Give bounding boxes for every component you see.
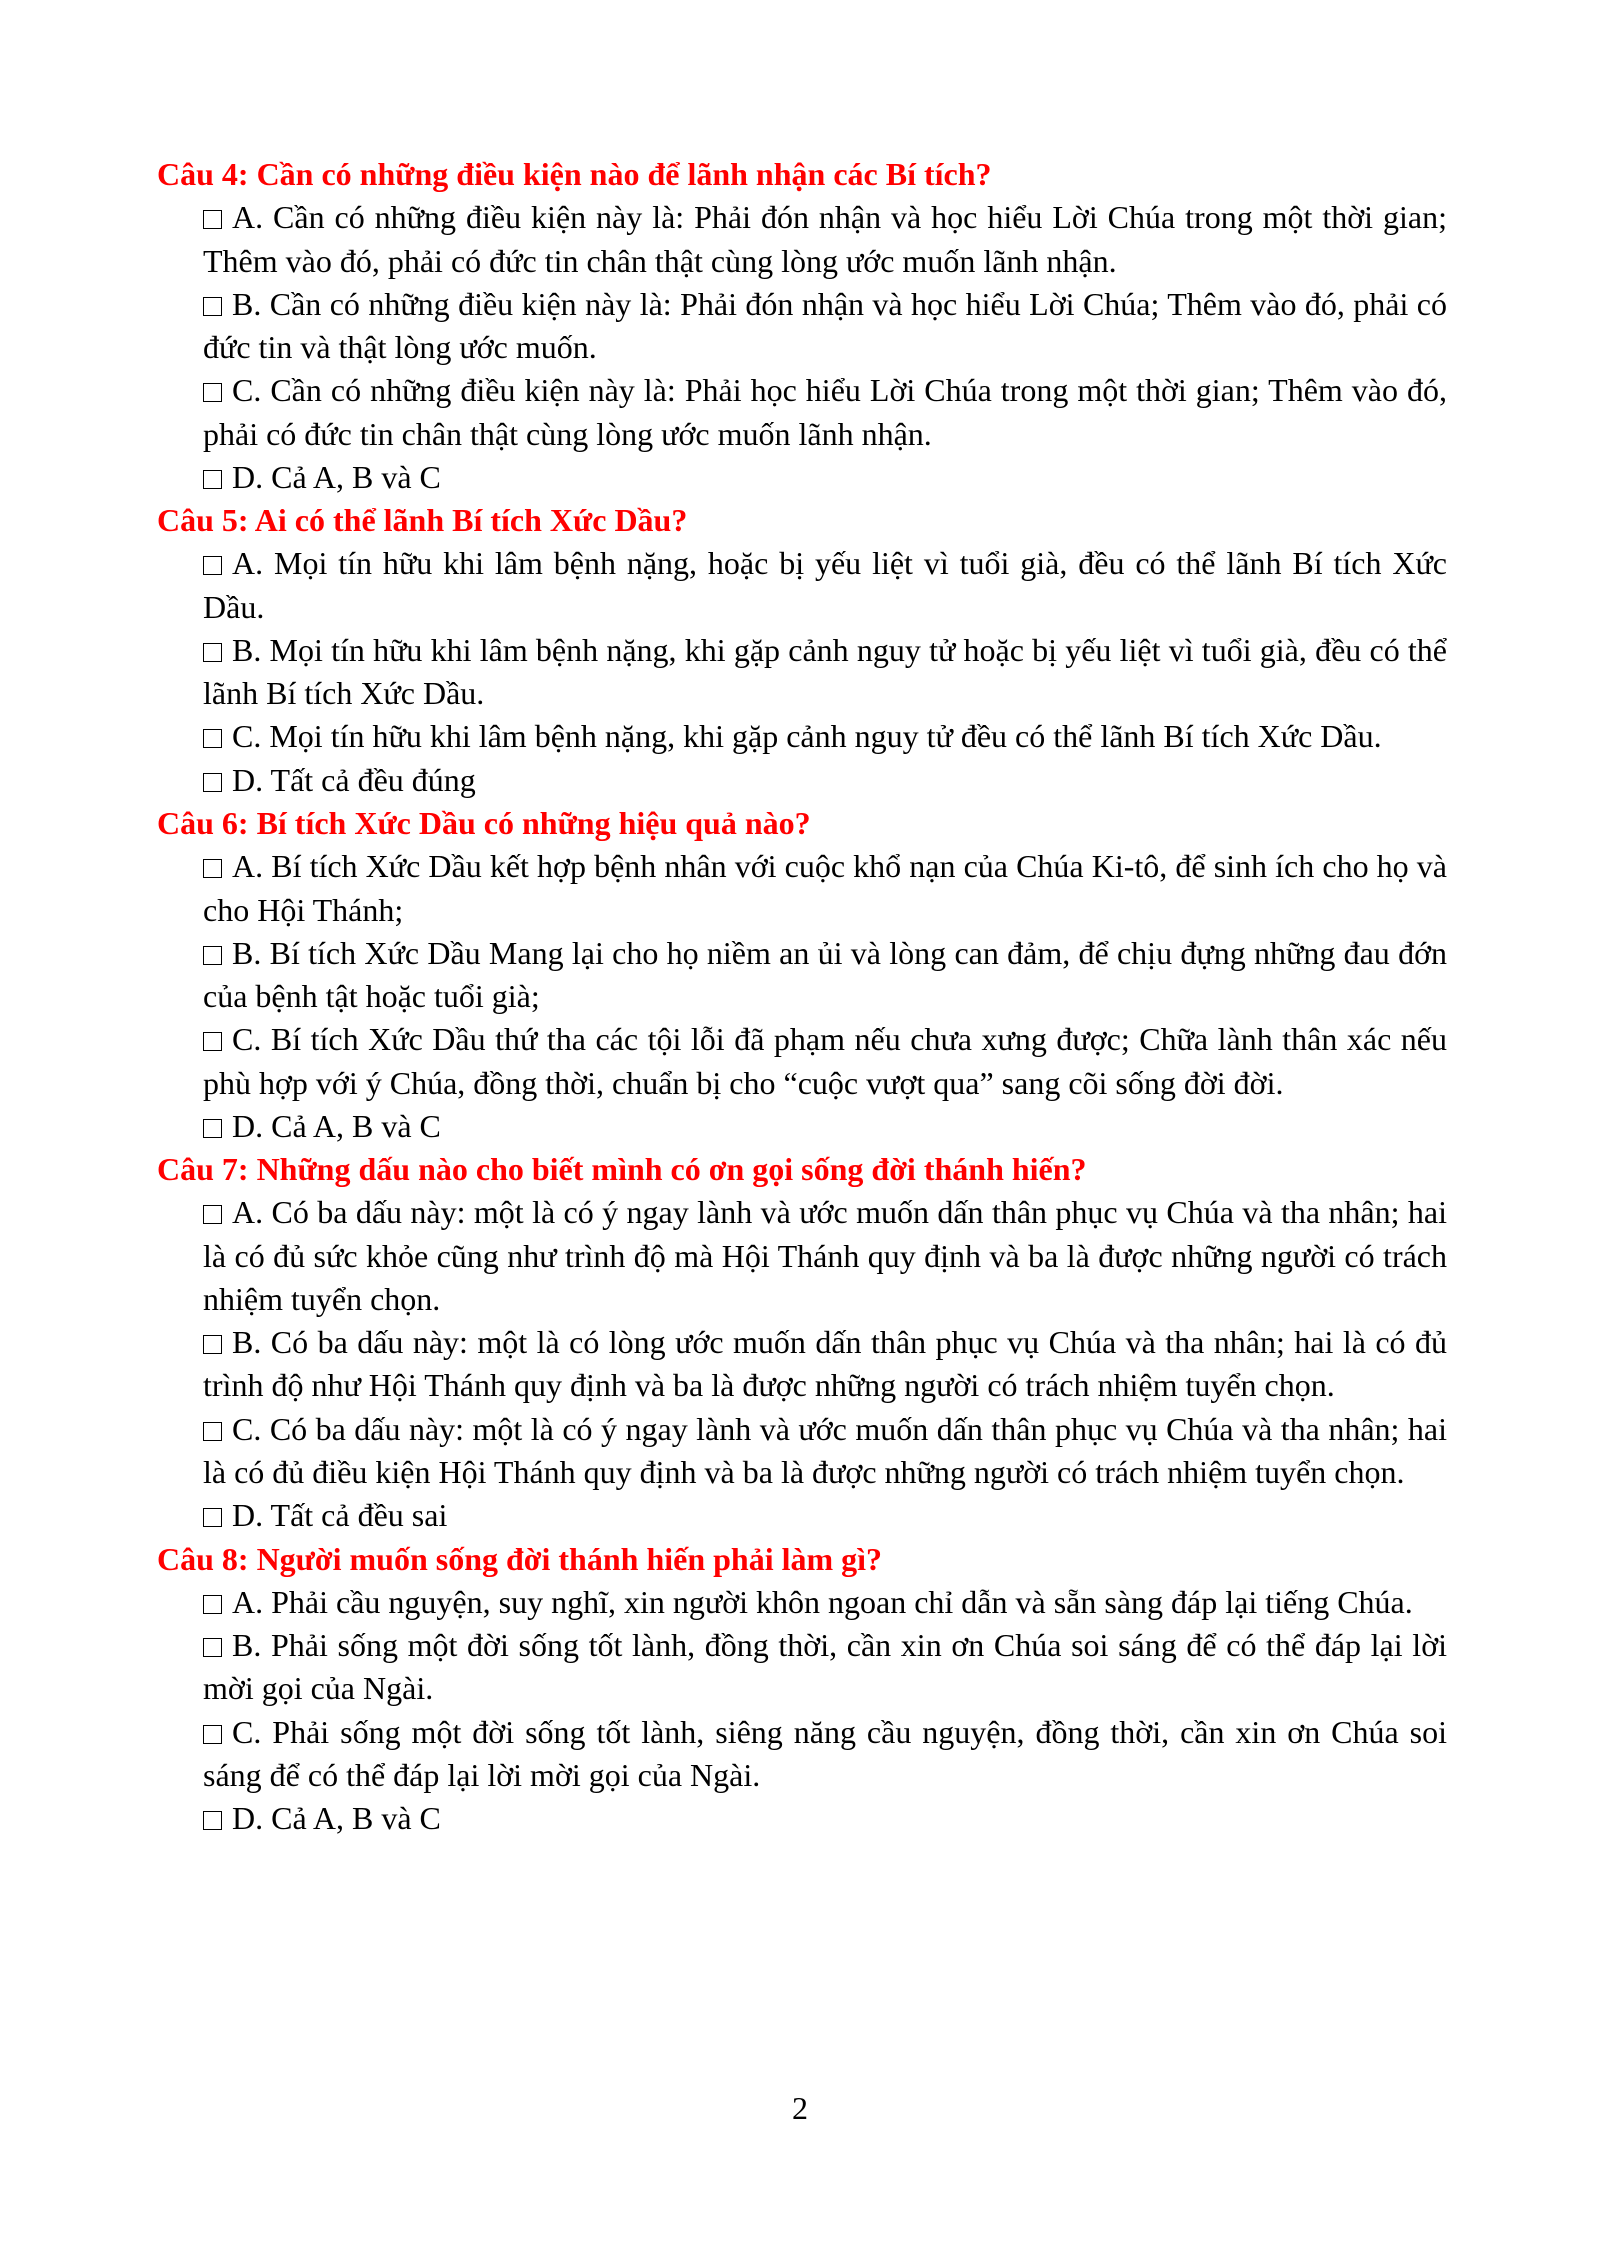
- page-number: 2: [792, 2090, 808, 2126]
- option-d: [203, 759, 1447, 802]
- option-c: [203, 1018, 1447, 1105]
- option-a: [203, 845, 1447, 932]
- option-d: [203, 1494, 1447, 1537]
- option-a: [203, 542, 1447, 629]
- checkbox-icon[interactable]: [203, 1422, 222, 1441]
- option-text: A. Mọi tín hữu khi lâm bệnh nặng, hoặc bị yếu liệt vì tuổi già, đều có thể lãnh Bí tích Xức Dầu.: [203, 545, 1447, 625]
- option-b: [203, 1321, 1447, 1408]
- question-title: Câu 7: Những dấu nào cho biết mình có ơn gọi sống đời thánh hiến?: [157, 1151, 1087, 1188]
- quiz-content: [157, 153, 1447, 1840]
- option-text: C. Cần có những điều kiện này là: Phải học hiểu Lời Chúa trong một thời gian; Thêm vào đó, phải có đức tin chân thật cùng lòng ước muốn lãnh nhận.: [203, 372, 1447, 452]
- option-text: B. Mọi tín hữu khi lâm bệnh nặng, khi gặp cảnh nguy tử hoặc bị yếu liệt vì tuổi già, đều có thể lãnh Bí tích Xức Dầu.: [203, 631, 1447, 712]
- option-c: [203, 1711, 1447, 1798]
- option-text: B. Bí tích Xức Dầu Mang lại cho họ niềm an ủi và lòng can đảm, để chịu đựng những đau đớn của bệnh tật hoặc tuổi già;: [203, 934, 1447, 1015]
- checkbox-icon[interactable]: [203, 859, 222, 878]
- question-title: Câu 8: Người muốn sống đời thánh hiến phải làm gì?: [157, 1540, 883, 1577]
- option-text: C. Mọi tín hữu khi lâm bệnh nặng, khi gặp cảnh nguy tử đều có thể lãnh Bí tích Xức Dầu.: [232, 718, 1382, 755]
- option-d: [203, 1797, 1447, 1840]
- option-b: [203, 1624, 1447, 1711]
- question-title: Câu 4: Cần có những điều kiện nào để lãnh nhận các Bí tích?: [157, 156, 992, 192]
- checkbox-icon[interactable]: [203, 1032, 222, 1051]
- option-text: A. Phải cầu nguyện, suy nghĩ, xin người khôn ngoan chỉ dẫn và sẵn sàng đáp lại tiếng Chúa.: [232, 1583, 1413, 1620]
- question-title: Câu 6: Bí tích Xức Dầu có những hiệu quả nào?: [157, 804, 811, 841]
- option-text: C. Có ba dấu này: một là có ý ngay lành và ước muốn dấn thân phục vụ Chúa và tha nhân; hai là có đủ điều kiện Hội Thánh quy định và ba là được những người có trách nhiệm tuyển chọn.: [203, 1410, 1447, 1490]
- option-c: [203, 715, 1447, 758]
- checkbox-icon[interactable]: [203, 1508, 222, 1527]
- option-b: [203, 283, 1447, 370]
- option-text: D. Tất cả đều đúng: [232, 761, 476, 798]
- checkbox-icon[interactable]: [203, 773, 222, 792]
- checkbox-icon[interactable]: [203, 1811, 222, 1830]
- option-a: [203, 1581, 1447, 1624]
- option-text: D. Cả A, B và C: [232, 1107, 441, 1144]
- option-b: [203, 629, 1447, 716]
- question-7: [157, 1148, 1447, 1537]
- checkbox-icon[interactable]: [203, 1205, 222, 1224]
- option-text: A. Bí tích Xức Dầu kết hợp bệnh nhân với cuộc khổ nạn của Chúa Ki-tô, để sinh ích cho họ và cho Hội Thánh;: [203, 848, 1447, 928]
- checkbox-icon[interactable]: [203, 643, 222, 662]
- option-d: [203, 456, 1447, 499]
- question-8: [157, 1538, 1447, 1841]
- option-a: [203, 196, 1447, 283]
- option-text: D. Cả A, B và C: [232, 458, 441, 495]
- option-b: [203, 932, 1447, 1019]
- checkbox-icon[interactable]: [203, 729, 222, 748]
- checkbox-icon[interactable]: [203, 297, 222, 316]
- question-6: [157, 802, 1447, 1148]
- option-a: [203, 1191, 1447, 1321]
- checkbox-icon[interactable]: [203, 383, 222, 402]
- option-c: [203, 1408, 1447, 1495]
- option-c: [203, 369, 1447, 456]
- checkbox-icon[interactable]: [203, 1119, 222, 1138]
- question-title: Câu 5: Ai có thể lãnh Bí tích Xức Dầu?: [157, 502, 688, 539]
- option-text: D. Cả A, B và C: [232, 1800, 441, 1837]
- question-5: [157, 499, 1447, 802]
- checkbox-icon[interactable]: [203, 556, 222, 575]
- option-text: C. Phải sống một đời sống tốt lành, siêng năng cầu nguyện, đồng thời, cần xin ơn Chúa soi sáng để có thể đáp lại lời mời gọi của Ngài.: [203, 1713, 1447, 1793]
- option-text: D. Tất cả đều sai: [232, 1497, 448, 1534]
- option-text: B. Cần có những điều kiện này là: Phải đón nhận và học hiểu Lời Chúa; Thêm vào đó, phải có đức tin và thật lòng ước muốn.: [203, 285, 1447, 366]
- checkbox-icon[interactable]: [203, 470, 222, 489]
- checkbox-icon[interactable]: [203, 1335, 222, 1354]
- checkbox-icon[interactable]: [203, 946, 222, 965]
- question-4: [157, 153, 1447, 499]
- checkbox-icon[interactable]: [203, 1595, 222, 1614]
- checkbox-icon[interactable]: [203, 1638, 222, 1657]
- option-text: B. Phải sống một đời sống tốt lành, đồng thời, cần xin ơn Chúa soi sáng để có thể đáp lại lời mời gọi của Ngài.: [203, 1627, 1447, 1707]
- checkbox-icon[interactable]: [203, 210, 222, 229]
- option-d: [203, 1105, 1447, 1148]
- option-text: A. Cần có những điều kiện này là: Phải đón nhận và học hiểu Lời Chúa trong một thời gian; Thêm vào đó, phải có đức tin chân thật cùng lòng ước muốn lãnh nhận.: [203, 199, 1447, 279]
- option-text: A. Có ba dấu này: một là có ý ngay lành và ước muốn dấn thân phục vụ Chúa và tha nhân; hai là có đủ sức khỏe cũng như trình độ mà Hội Thánh quy định và ba là được những người có trách nhiệm tuyển chọn.: [203, 1194, 1447, 1317]
- option-text: B. Có ba dấu này: một là có lòng ước muốn dấn thân phục vụ Chúa và tha nhân; hai là có đủ trình độ như Hội Thánh quy định và ba là được những người có trách nhiệm tuyển chọn.: [203, 1324, 1447, 1404]
- checkbox-icon[interactable]: [203, 1725, 222, 1744]
- option-text: C. Bí tích Xức Dầu thứ tha các tội lỗi đã phạm nếu chưa xưng được; Chữa lành thân xác nếu phù hợp với ý Chúa, đồng thời, chuẩn bị cho “cuộc vượt qua” sang cõi sống đời đời.: [203, 1021, 1447, 1101]
